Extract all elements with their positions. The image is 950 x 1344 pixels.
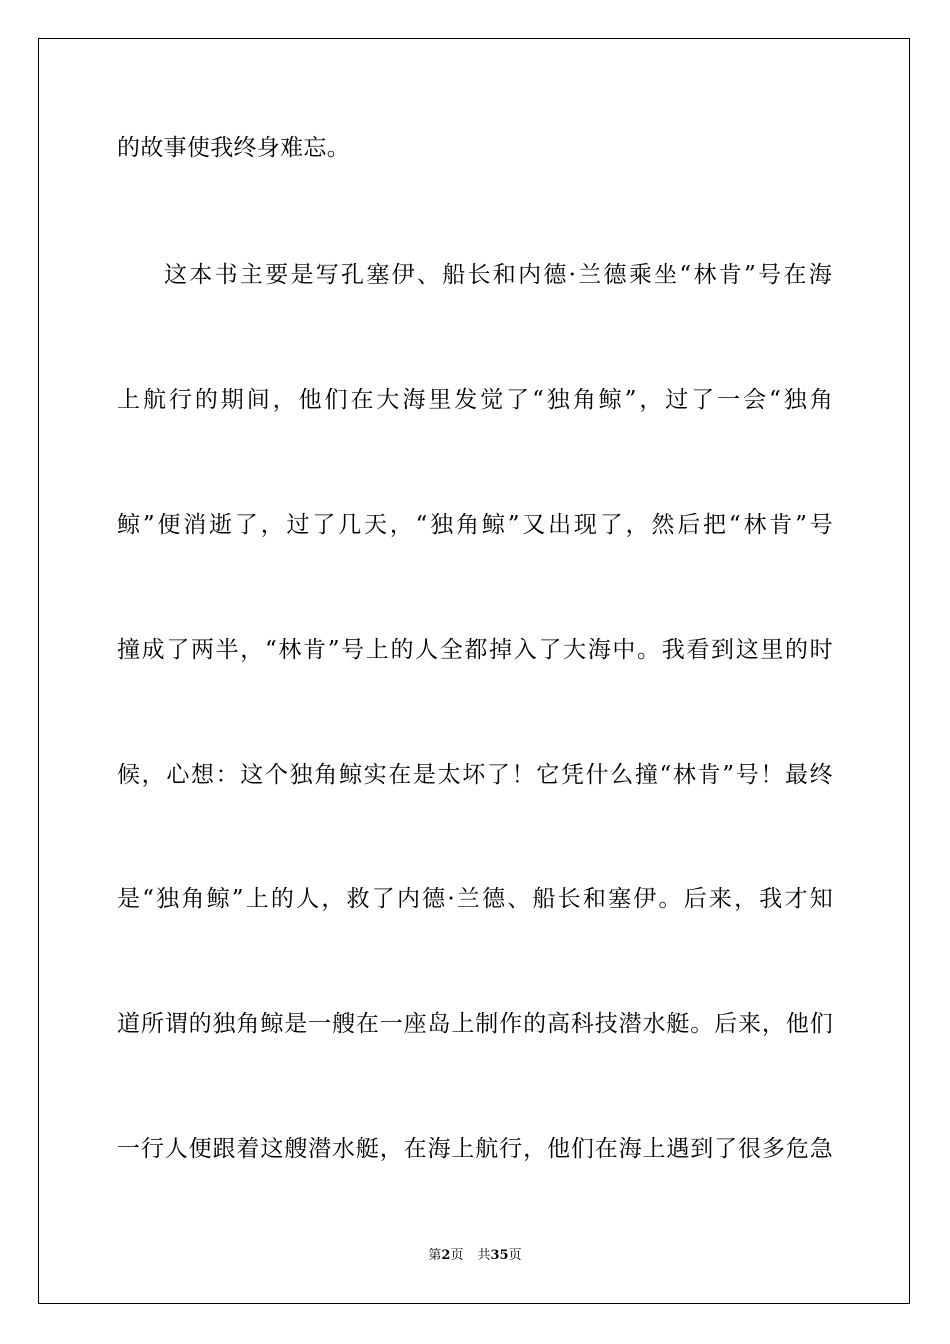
page-current: 2 — [441, 1248, 451, 1263]
text-line-5: 撞成了两半，“林肯”号上的人全都掉入了大海中。我看到这里的时 — [117, 637, 833, 663]
text-line-6: 候，心想：这个独角鲸实在是太坏了！它凭什么撞“林肯”号！最终 — [117, 762, 833, 788]
page-border — [38, 38, 910, 1304]
text-line-3: 上航行的期间，他们在大海里发觉了“独角鲸”，过了一会“独角 — [117, 387, 833, 413]
total-suffix: 页 — [508, 1248, 522, 1263]
text-line-2: 这本书主要是写孔塞伊、船长和内德·兰德乘坐“林肯”号在海 — [164, 262, 832, 288]
text-line-4: 鲸”便消逝了，过了几天，“独角鲸”又出现了，然后把“林肯”号 — [117, 512, 833, 538]
total-pages: 35 — [490, 1248, 509, 1263]
page-prefix: 第 — [428, 1248, 442, 1263]
text-line-7: 是“独角鲸”上的人，救了内德·兰德、船长和塞伊。后来，我才知 — [117, 886, 833, 912]
total-prefix: 共 — [477, 1248, 491, 1263]
text-line-9: 一行人便跟着这艘潜水艇，在海上航行，他们在海上遇到了很多危急 — [117, 1136, 833, 1162]
text-line-1: 的故事使我终身难忘。 — [117, 135, 350, 161]
text-line-8: 道所谓的独角鲸是一艘在一座岛上制作的高科技潜水艇。后来，他们 — [117, 1011, 833, 1037]
page-footer — [0, 1246, 950, 1266]
page-suffix: 页 — [450, 1248, 464, 1263]
